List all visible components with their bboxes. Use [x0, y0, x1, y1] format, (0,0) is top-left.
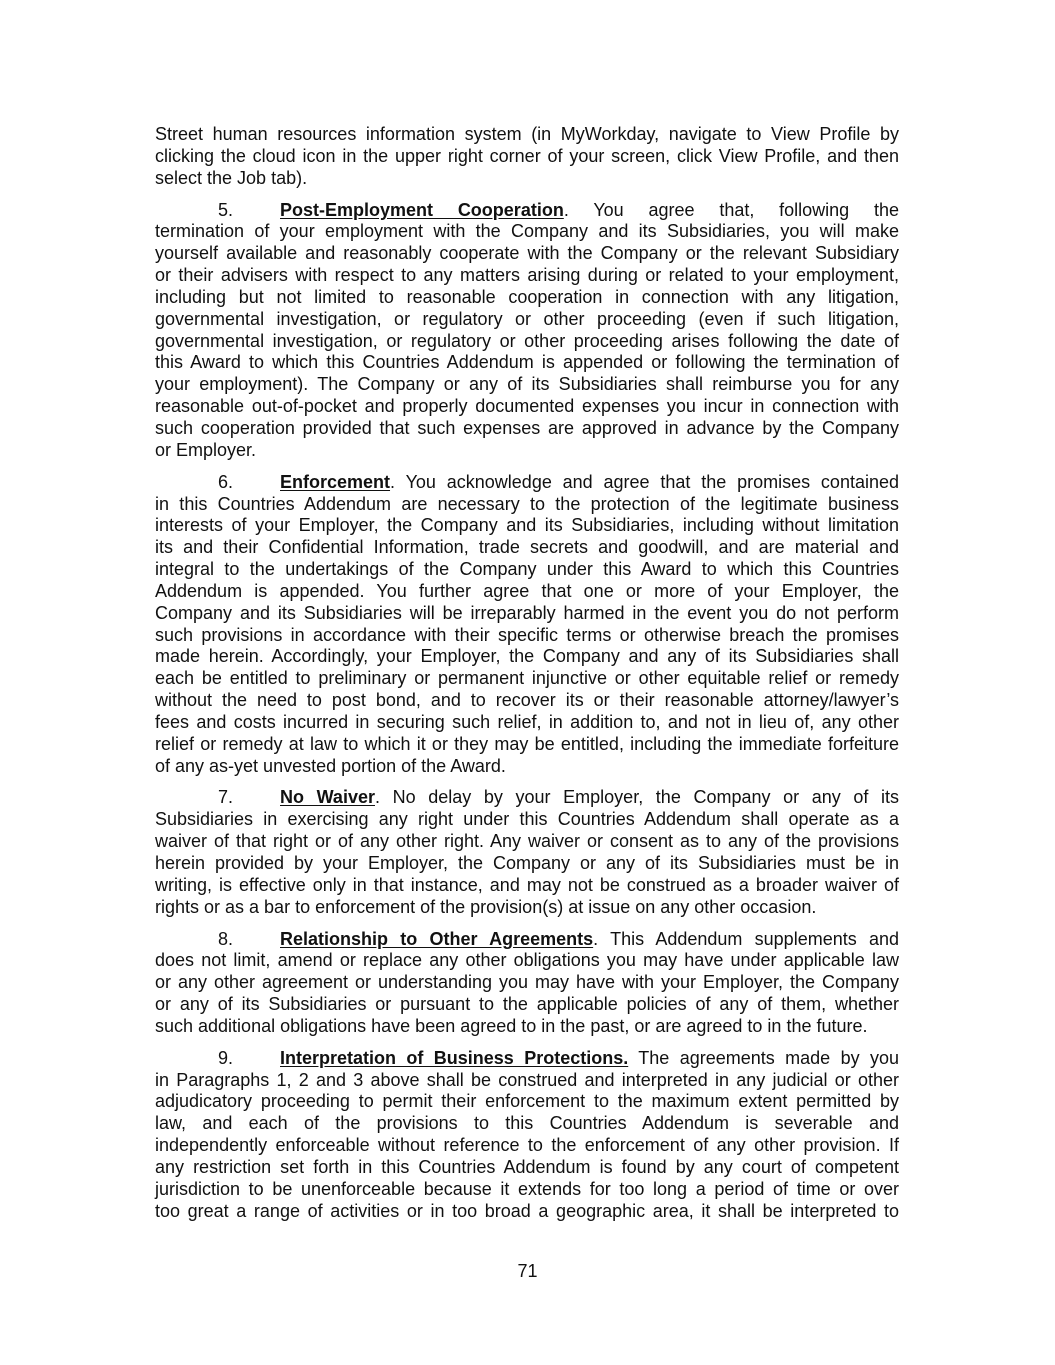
heading-no-waiver: No Waiver: [280, 787, 375, 808]
text-line: [155, 200, 899, 222]
section-number: 8.: [218, 928, 234, 949]
text-line: does not limit, amend or replace any other obligations you may have under applicable law: [155, 950, 899, 971]
heading-post-employment-cooperation: Post-Employment Cooperation: [280, 199, 564, 220]
text-line: such cooperation provided that such expenses are approved in advance by the Company: [155, 417, 899, 438]
text-line: including but not limited to reasonable cooperation in connection with any litigation,: [155, 286, 899, 307]
text-line: in this Countries Addendum are necessary to the protection of the legitimate business: [155, 493, 899, 514]
section-number: 6.: [218, 471, 234, 492]
text-line: each be entitled to preliminary or permanent injunctive or other equitable relief or remedy: [155, 668, 899, 689]
section-5-post-employment-cooperation: [155, 200, 899, 462]
text-line: adjudicatory proceeding to permit their enforcement to the maximum extent permitted by: [155, 1091, 899, 1112]
text-line: its and their Confidential Information, trade secrets and goodwill, and are material and: [155, 537, 899, 558]
text-line: or their advisers with respect to any matters arising during or related to your employment,: [155, 265, 899, 286]
paragraph-continued: [155, 124, 899, 190]
text-line: termination of your employment with the Company and its Subsidiaries, you will make: [155, 221, 899, 242]
heading-enforcement: Enforcement: [280, 471, 391, 492]
text-line: relief or remedy at law to which it or they may be entitled, including the immediate forfeiture: [155, 733, 899, 754]
text-line: or any of its Subsidiaries or pursuant to the applicable policies of any of them, whether: [155, 994, 899, 1015]
heading-interpretation-of-business-protections: Interpretation of Business Protections.: [280, 1047, 629, 1068]
heading-period: .: [593, 928, 599, 949]
text-line: of any as-yet unvested portion of the Award.: [155, 755, 506, 776]
text-line: your employment). The Company or any of its Subsidiaries shall reimburse you for any: [155, 374, 899, 395]
text-line: made herein. Accordingly, your Employer, the Company and any of its Subsidiaries shall: [155, 646, 899, 667]
text-line: [155, 787, 899, 809]
text-line: interests of your Employer, the Company and its Subsidiaries, including without limitation: [155, 515, 899, 536]
text-line: clicking the cloud icon in the upper right corner of your screen, click View Profile, and then: [155, 145, 899, 166]
text-line: governmental investigation, or regulatory or other proceeding arises following the date of: [155, 330, 899, 351]
text-line: Street human resources information system (in MyWorkday, navigate to View Profile by: [155, 124, 899, 144]
line-text: The agreements made by you: [638, 1047, 899, 1068]
heading-relationship-to-other-agreements: Relationship to Other Agreements: [280, 928, 594, 949]
section-8-relationship-to-other-agreements: [155, 929, 899, 1038]
text-line: [155, 929, 899, 951]
text-line: herein provided by your Employer, the Company or any of its Subsidiaries must be in: [155, 853, 899, 873]
text-line: without the need to post bond, and to recover its or their reasonable attorney/lawyer’s: [155, 690, 899, 711]
text-line: or any other agreement or understanding you may have with your Employer, the Company: [155, 972, 899, 993]
section-6-enforcement: [155, 472, 899, 778]
text-line: in Paragraphs 1, 2 and 3 above shall be construed and interpreted in any judicial or other: [155, 1069, 899, 1090]
text-line: such provisions in accordance with their specific terms or otherwise breach the promises: [155, 624, 899, 645]
text-line: jurisdiction to be unenforceable because it extends for too long a period of time or over: [155, 1178, 899, 1199]
page-number: 71: [517, 1261, 538, 1281]
section-number: 5.: [218, 199, 234, 220]
text-line: writing, is effective only in that instance, and may not be construed as a broader waiver of: [155, 874, 899, 895]
text-line: this Award to which this Countries Addendum is appended or following the termination of: [155, 352, 899, 373]
text-line: independently enforceable without reference to the enforcement of any other provision. If: [155, 1135, 899, 1156]
heading-period: .: [390, 471, 396, 492]
heading-period: .: [374, 787, 380, 808]
line-text: No delay by your Employer, the Company or any of its: [392, 787, 899, 808]
heading-period: .: [563, 199, 569, 220]
text-line: waiver of that right or of any other right. Any waiver or consent as to any of the provisions: [155, 831, 899, 852]
text-line: reasonable out-of-pocket and properly documented expenses you incur in connection with: [155, 396, 899, 417]
text-line: Company and its Subsidiaries will be irreparably harmed in the event you do not perform: [155, 602, 899, 623]
text-line: any restriction set forth in this Countries Addendum is found by any court of competent: [155, 1156, 899, 1177]
text-line: integral to the undertakings of the Company under this Award to which this Countries: [155, 559, 899, 580]
text-line: too great a range of activities or in too broad a geographic area, it shall be interpreted to: [155, 1200, 899, 1221]
text-line: [155, 472, 899, 494]
section-7-no-waiver: [155, 787, 899, 918]
line-text: You agree that, following the: [593, 199, 899, 220]
section-9-interpretation-of-business-protections: [155, 1048, 899, 1223]
text-line: law, and each of the provisions to this Countries Addendum is severable and: [155, 1113, 899, 1134]
section-number: 9.: [218, 1047, 234, 1068]
text-line: [155, 1048, 899, 1070]
text-line: Addendum is appended. You further agree that one or more of your Employer, the: [155, 580, 899, 601]
text-line: such additional obligations have been agreed to in the past, or are agreed to in the future.: [155, 1015, 868, 1036]
section-number: 7.: [218, 787, 234, 808]
text-line: or Employer.: [155, 439, 257, 460]
text-line: governmental investigation, or regulatory or other proceeding (even if such litigation,: [155, 308, 899, 329]
text-line: select the Job tab).: [155, 167, 308, 188]
text-line: rights or as a bar to enforcement of the provision(s) at issue on any other occasion.: [155, 896, 817, 917]
line-text: This Addendum supplements and: [610, 928, 899, 949]
line-text: You acknowledge and agree that the promises contained: [405, 471, 899, 492]
text-line: Subsidiaries in exercising any right under this Countries Addendum shall operate as a: [155, 809, 899, 830]
document-body: [155, 124, 899, 1233]
text-line: fees and costs incurred in securing such relief, in addition to, and not in lieu of, any other: [155, 711, 899, 732]
text-line: yourself available and reasonably cooperate with the Company or the relevant Subsidiary: [155, 243, 899, 264]
